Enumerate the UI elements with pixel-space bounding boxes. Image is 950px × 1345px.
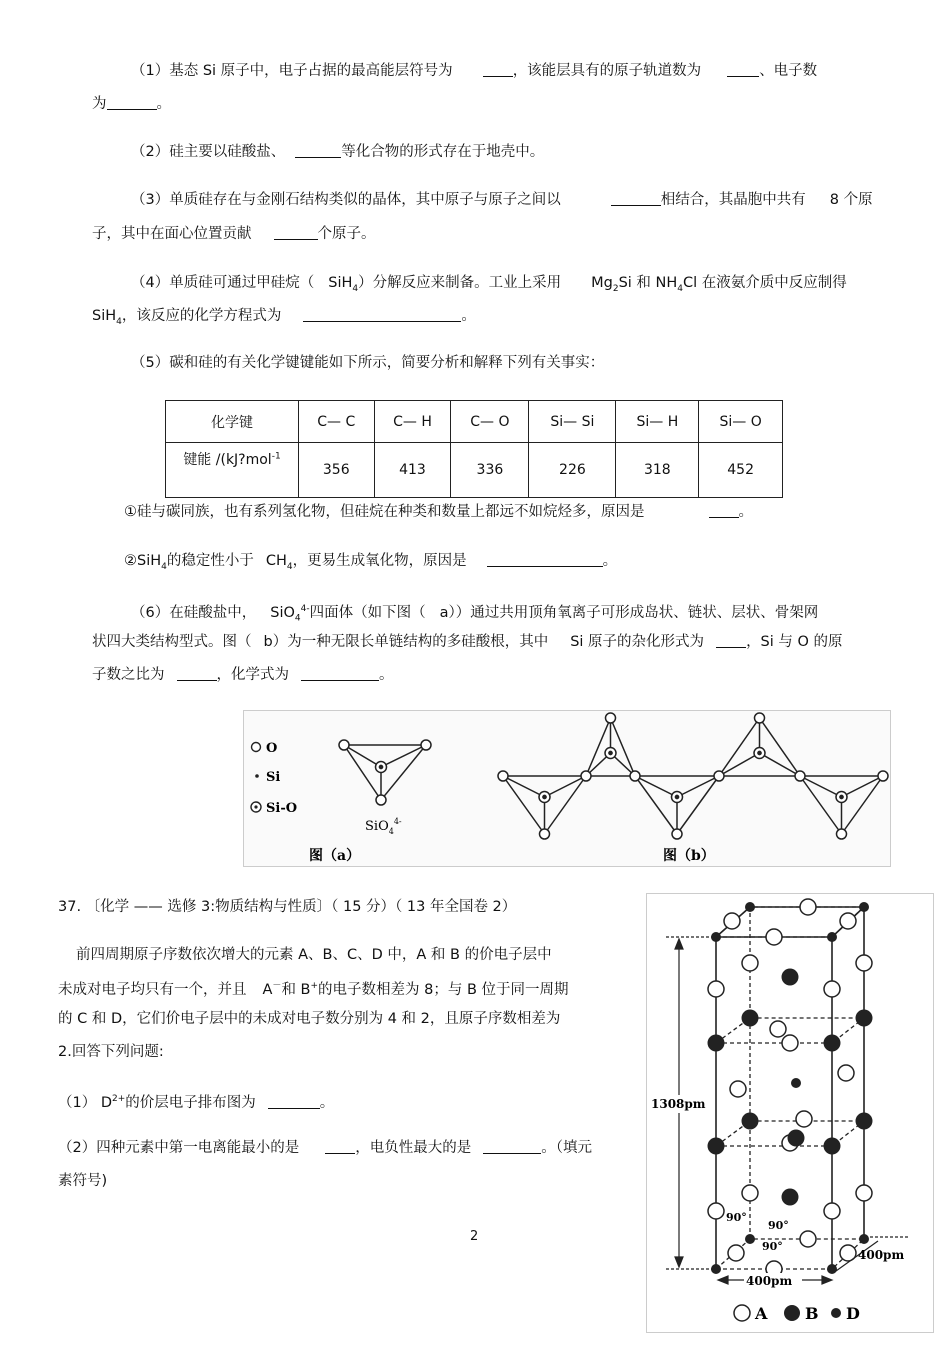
table-cell: 336 (451, 443, 529, 498)
legend-o-label: O (266, 741, 278, 756)
q2-line: （2）硅主要以硅酸盐、 等化合物的形式存在于地壳中。 (131, 144, 545, 160)
q3-line2: 子，其中在面心位置贡献 个原子。 (92, 226, 376, 242)
oxygen-atom (837, 829, 847, 839)
q37-p4: 2.回答下列问题: (58, 1044, 164, 1060)
angle-label: 90° (768, 1219, 789, 1232)
q37-s2: （2）四种元素中第一电离能最小的是 ，电负性最大的是 。（填元 (58, 1140, 592, 1156)
table-cell: Si— H (616, 401, 699, 443)
atom-a (742, 1185, 758, 1201)
silicon-atom (758, 751, 761, 754)
q37-s1: （1） $D^{2+}$的价层电子排布图为 。 (58, 1094, 335, 1111)
atom-a (742, 955, 758, 971)
atom-a (782, 1035, 798, 1051)
atom-d (791, 1078, 801, 1088)
atom-b (824, 1035, 841, 1052)
oxygen-atom (540, 829, 550, 839)
atom-b (708, 1035, 725, 1052)
atom-d (859, 1234, 869, 1244)
oxygen-atom (878, 771, 888, 781)
atom-a (708, 1203, 724, 1219)
answer-blank[interactable] (268, 1094, 320, 1109)
atom-a (766, 929, 782, 945)
table-cell: 452 (699, 443, 783, 498)
atom-d (827, 1264, 837, 1274)
atom-d (827, 932, 837, 942)
q5-2-line: ②SiH$_4$的稳定性小于 $CH_4$，更易生成氧化物，原因是 。 (124, 553, 618, 572)
atom-a (856, 1185, 872, 1201)
q1-line2: 为 。 (92, 96, 171, 112)
atom-b (856, 1113, 873, 1130)
table-cell: C— H (374, 401, 451, 443)
atom-b (788, 1130, 805, 1147)
q37-p3: 的 C 和 D，它们价电子层中的未成对电子数分别为 4 和 2，且原子序数相差为 (58, 1011, 561, 1027)
q6-line1: （6）在硅酸盐中， SiO$_4^{4-}$四面体（如下图（ a））通过共用顶角氧离子可形成岛状、链状、层状、骨架网 (131, 604, 819, 624)
page-number: 2 (470, 1229, 479, 1244)
oxygen-atom (714, 771, 724, 781)
answer-blank[interactable] (611, 191, 661, 206)
q6-line3: 子数之比为 ，化学式为 。 (92, 667, 394, 683)
atom-d (745, 902, 755, 912)
q4-line1: （4）单质硅可通过甲硅烷（ SiH$_4$）分解反应来制备。工业上采用 $Mg_2Si$ 和 $NH_4Cl$ 在液氨介质中反应制得 (131, 275, 847, 294)
height-label: 1308pm (651, 1097, 706, 1111)
atom-a (800, 899, 816, 915)
atom-a (708, 981, 724, 997)
atom-b (856, 1010, 873, 1027)
answer-blank[interactable] (325, 1139, 355, 1154)
atom-a (724, 913, 740, 929)
atom-d (859, 902, 869, 912)
table-row (166, 401, 783, 443)
atom-a (770, 1021, 786, 1037)
silicon-atom (543, 795, 546, 798)
angle-label: 90° (762, 1240, 783, 1253)
oxygen-atom (795, 771, 805, 781)
caption-a: 图（a） (309, 848, 361, 864)
answer-blank[interactable] (709, 503, 739, 518)
q5-1-line: ①硅与碳同族，也有系列氢化物，但硅烷在种类和数量上都远不如烷烃多，原因是 。 (124, 504, 753, 520)
answer-blank[interactable] (274, 225, 318, 240)
answer-blank[interactable] (177, 666, 217, 681)
table-cell: Si— O (699, 401, 783, 443)
silicon-atom (675, 795, 678, 798)
table-cell: 318 (616, 443, 699, 498)
table-cell: C— O (451, 401, 529, 443)
bond-energy-table (165, 400, 783, 498)
table-row (166, 443, 783, 498)
silicon-atom (840, 795, 843, 798)
q6-line2: 状四大类结构型式。图（ b）为一种无限长单链结构的多硅酸根，其中 Si 原子的杂化形式为 ，Si 与 O 的原 (92, 634, 843, 650)
q37-p1: 前四周期原子序数依次增大的元素 A、B、C、D 中，A 和 B 的价电子层中 (76, 947, 552, 963)
atom-b (782, 969, 799, 986)
answer-blank[interactable] (301, 666, 379, 681)
table-cell: 413 (374, 443, 451, 498)
oxygen-atom (606, 713, 616, 723)
q37-title: 37. 〔化学 —— 选修 3:物质结构与性质〕（ 15 分）（ 13 年全国卷 2） (58, 899, 517, 915)
depth-label: 400pm (858, 1248, 905, 1262)
tetra-label: SiO$_4^{4-}$ (365, 817, 402, 836)
q37-s2-cont: 素符号) (58, 1173, 108, 1189)
answer-blank[interactable] (727, 62, 759, 77)
width-label: 400pm (746, 1274, 793, 1288)
atom-d (745, 1234, 755, 1244)
legend-b-label: B (805, 1304, 819, 1323)
atom-b (742, 1113, 759, 1130)
q37-p2: 未成对电子均只有一个，并且 A－和 B+的电子数相差为 8；与 B 位于同一周期 (58, 981, 569, 998)
atom-b (708, 1138, 725, 1155)
atom-a (796, 1111, 812, 1127)
legend-a-label: A (755, 1304, 768, 1323)
answer-blank[interactable] (483, 62, 513, 77)
atom-b (742, 1010, 759, 1027)
q5-line: （5）碳和硅的有关化学键键能如下所示，简要分析和解释下列有关事实： (131, 355, 605, 371)
table-cell: Si— Si (529, 401, 616, 443)
atom-b (824, 1138, 841, 1155)
atom-a (800, 1231, 816, 1247)
table-header-cell: 化学键 (166, 401, 299, 443)
answer-blank[interactable] (107, 95, 157, 110)
q4-line2: SiH$_4$，该反应的化学方程式为 。 (92, 308, 476, 327)
angle-label: 90° (726, 1211, 747, 1224)
atom-a (824, 1203, 840, 1219)
atom-a (730, 1081, 746, 1097)
oxygen-atom (755, 713, 765, 723)
oxygen-atom (672, 829, 682, 839)
answer-blank[interactable] (487, 552, 603, 567)
legend-si-label: Si (266, 770, 281, 785)
silicon-atom (609, 751, 612, 754)
answer-blank[interactable] (716, 633, 746, 648)
table-header-cell: 键能 /(kJ?mol$^{-1}$ (166, 443, 299, 498)
atom-a (838, 1065, 854, 1081)
legend-d-label: D (846, 1304, 860, 1323)
atom-a (728, 1245, 744, 1261)
answer-blank[interactable] (295, 143, 341, 158)
atom-a (824, 981, 840, 997)
legend-sio-label: Si-O (266, 801, 298, 816)
table-cell: 356 (299, 443, 375, 498)
answer-blank[interactable] (303, 307, 461, 322)
q3-line1: （3）单质硅存在与金刚石结构类似的晶体，其中原子与原子之间以 相结合，其晶胞中共有 8 个原 (131, 192, 873, 208)
q1-line1: （1）基态 Si 原子中，电子占据的最高能层符号为 ，该能层具有的原子轨道数为 、电子数 (131, 63, 818, 79)
table-cell: C— C (299, 401, 375, 443)
table-cell: 226 (529, 443, 616, 498)
silicate-figure (243, 710, 891, 867)
oxygen-atom (630, 771, 640, 781)
atom-a (840, 913, 856, 929)
oxygen-atom (581, 771, 591, 781)
answer-blank[interactable] (483, 1139, 541, 1154)
atom-b (782, 1189, 799, 1206)
atom-a (856, 955, 872, 971)
oxygen-atom (498, 771, 508, 781)
crystal-cell-figure (646, 893, 934, 1333)
caption-b: 图（b） (663, 848, 715, 864)
